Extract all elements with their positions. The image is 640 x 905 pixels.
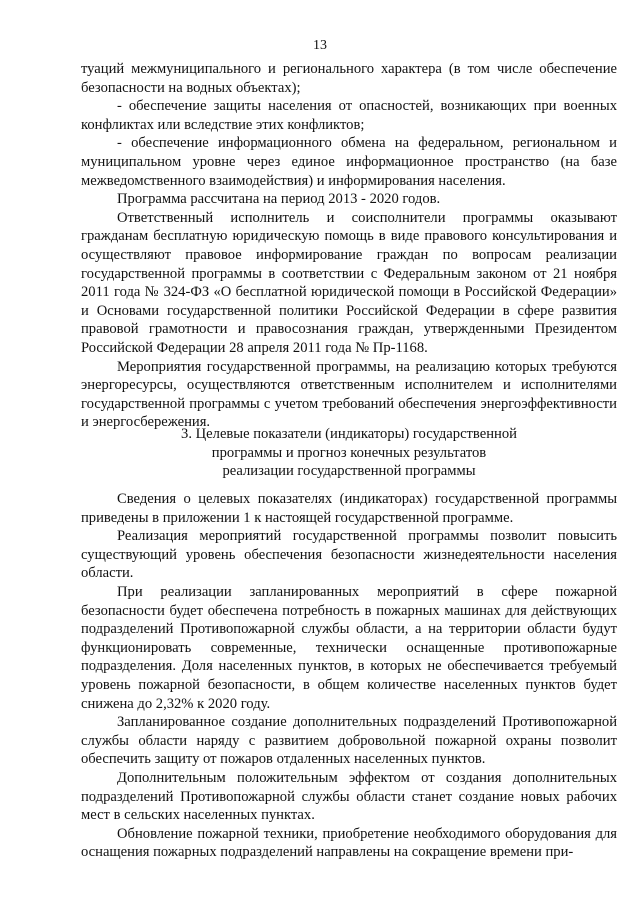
paragraph-new-fire-units: Запланированное создание дополнительных подразделений Противопожарной службы области наряду с развитием добровольной пожарной охраны позволит обеспечить защиту от пожаров отдаленных населенных пунктов. bbox=[81, 714, 617, 768]
paragraph-energy-efficiency: Мероприятия государственной программы, на реализацию которых требуются энергоресурсы, осуществляются ответственным исполнителем и исполнителями государственной программы с учетом требований обеспечения энергоэффективности и энергосбережения. bbox=[81, 358, 617, 431]
section-heading-line-2: программы и прогноз конечных результатов bbox=[211, 444, 487, 461]
paragraph-fire-safety: При реализации запланированных мероприятий в сфере пожарной безопасности будет обеспечена потребность в пожарных машинах для действующих подразделений Противопожарной службы области, а на территории области будут функционировать современные, технически оснащенные противопожарные подразделения. Доля населенных пунктов, в которых не обеспечивается требуемый уровень пожарной безопасности, в общем количестве населенных пунктов будет снижена до 2,32% к 2020 году. bbox=[81, 583, 617, 712]
section-heading-line-3: реализации государственной программы bbox=[222, 463, 476, 480]
paragraph-new-jobs: Дополнительным положительным эффектом от создания дополнительных подразделений Противопожарной службы области станет создание новых рабочих мест в сельских населенных пунктах. bbox=[81, 769, 617, 824]
paragraph-equipment-renewal: Обновление пожарной техники, приобретение необходимого оборудования для оснащения пожарных подразделений направлены на сокращение времени при- bbox=[81, 825, 617, 861]
body-text-top bbox=[81, 60, 617, 432]
paragraph-information-exchange: - обеспечение информационного обмена на федеральном, региональном и муниципальном уровне через единое информационное пространство (на базе межведомственного взаимодействия) и информирования населения. bbox=[81, 135, 617, 189]
paragraph-indicators-appendix: Сведения о целевых показателях (индикаторах) государственной программы приведены в приложении 1 к настоящей государственной программе. bbox=[81, 491, 617, 526]
body-text-bottom bbox=[81, 490, 617, 862]
paragraph-program-period: Программа рассчитана на период 2013 - 2020 годов. bbox=[117, 191, 441, 208]
section-heading bbox=[81, 425, 617, 481]
paragraph-continuation: туаций межмуниципального и регионального характера (в том числе обеспечение безопасности на водных объектах); bbox=[81, 61, 617, 96]
paragraph-legal-assistance: Ответственный исполнитель и соисполнители программы оказывают гражданам бесплатную юридическую помощь в виде правового консультирования и осуществляют правовое информирование граждан по вопросам реализации государственной программы в соответствии с Федеральным законом от 21 ноября 2011 года № 324-ФЗ «О бесплатной юридической помощи в Российской Федерации» и Основами государственной политики Российской Федерации в сфере развития правовой грамотности и правосознания граждан, утвержденными Президентом Российской Федерации 28 апреля 2011 года № Пр-1168. bbox=[81, 209, 617, 356]
section-heading-line-1: 3. Целевые показатели (индикаторы) государственной bbox=[181, 426, 517, 442]
paragraph-military-protection: - обеспечение защиты населения от опасностей, возникающих при военных конфликтах или вследствие этих конфликтов; bbox=[81, 98, 617, 133]
page-number: 13 bbox=[313, 38, 327, 53]
paragraph-safety-level: Реализация мероприятий государственной программы позволит повысить существующий уровень обеспечения безопасности жизнедеятельности населения области. bbox=[81, 528, 617, 582]
